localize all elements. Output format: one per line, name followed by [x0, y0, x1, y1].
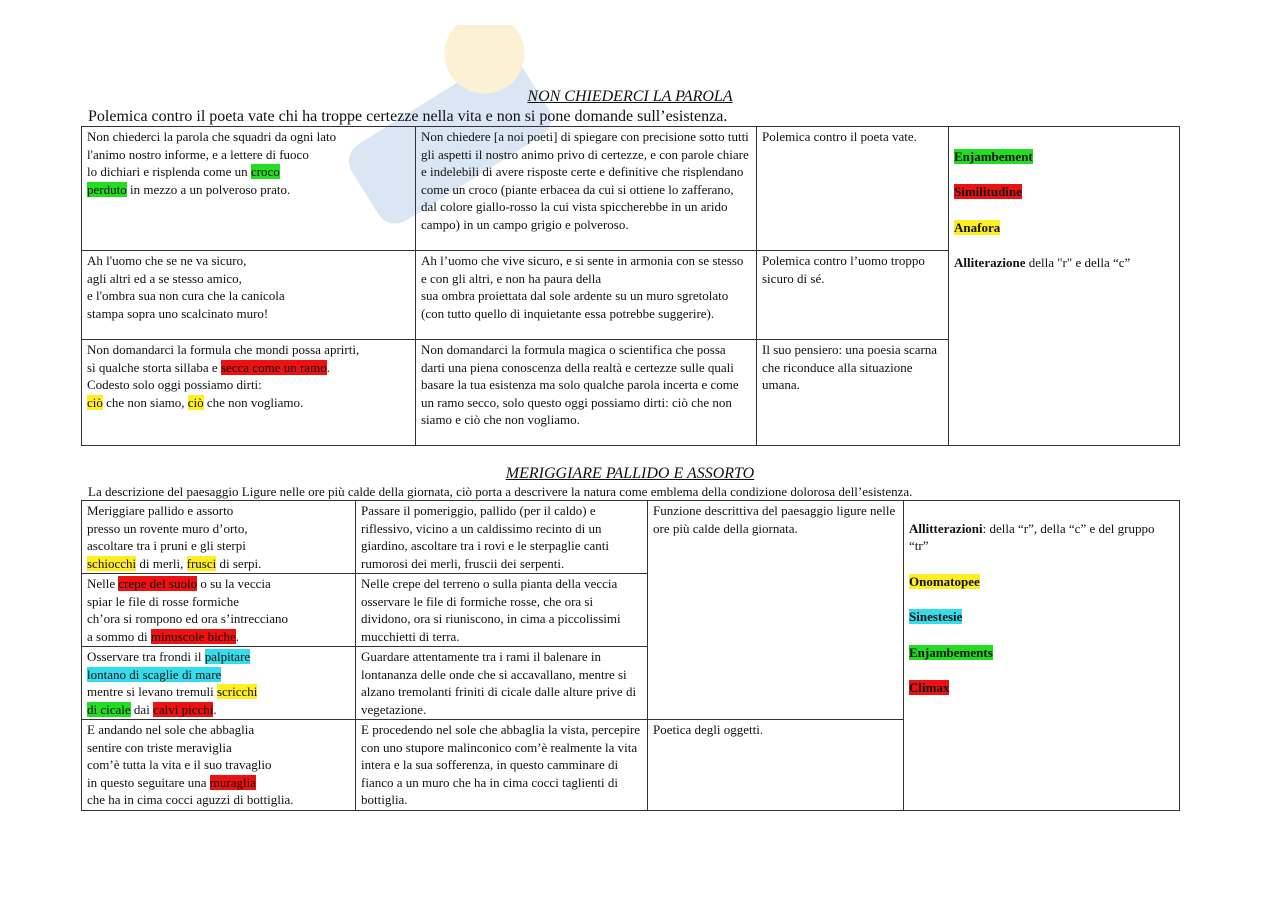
verse-text: Nelle	[87, 576, 119, 591]
figure-item	[954, 148, 1174, 166]
s2-paraphrase-cell-3: Guardare attentamente tra i rami il balenare in lontananza delle onde che si accavallano, mentre si alzano tremolanti friniti di cicale dalle alture prive di vegetazione.	[356, 647, 648, 720]
figure-item	[909, 573, 1174, 591]
s2-paraphrase-cell-4: E procedendo nel sole che abbaglia la vista, percepire con uno stupore malinconico com’è realmente la vita intera e la sua sofferenza, in questo camminare di fianco a un muro che ha in cima cocci taglienti di bottiglia.	[356, 720, 648, 811]
verse-text: che non vogliamo.	[203, 394, 304, 410]
figure-label: Anafora	[954, 219, 1001, 235]
highlighted-phrase: crepe del suolo	[118, 576, 198, 591]
verse-text: Osservare tra frondi il	[87, 649, 205, 664]
verse-text: .	[235, 628, 240, 644]
s2-poem-cell-3	[82, 647, 356, 720]
verse-text: dai	[130, 701, 154, 717]
figure-description: : della “r”, della “c” e del gruppo “tr”	[909, 520, 1155, 553]
verse-text: che non siamo,	[102, 394, 188, 410]
s2-figures-cell	[904, 501, 1180, 811]
figure-item	[909, 679, 1174, 697]
s1-comment-cell-2: Polemica contro l’uomo troppo sicuro di sé.	[757, 251, 949, 340]
s2-poem-cell-1	[82, 501, 356, 574]
s1-paraphrase-cell-1: Non chiedere [a noi poeti] di spiegare con precisione sotto tutti gli aspetti il nostro animo privo di certezze, e con parole chiare e indelebili di avere risposte certe e definitive che risplendano come un croco (piante erbacea da cui si ottiene lo zafferano, dal colore giallo-rosso la cui vista spiccherebbe in un arido campo) in un campo grigio e polveroso.	[416, 127, 757, 251]
verse-text: che ha in cima cocci aguzzi di bottiglia.	[87, 792, 294, 807]
section2-table	[81, 500, 1180, 811]
verse-text: di serpi.	[216, 555, 262, 571]
highlighted-phrase: di cicale	[87, 701, 131, 717]
verse-text: in mezzo a un polveroso prato.	[126, 181, 291, 197]
section1-title: NON CHIEDERCI LA PAROLA	[527, 88, 733, 105]
figure-label: Alliterazione	[954, 255, 1026, 270]
section2-title: MERIGGIARE PALLIDO E ASSORTO	[505, 465, 755, 482]
s1-comment-cell-1: Polemica contro il poeta vate.	[757, 127, 949, 251]
verse-text: .	[213, 701, 217, 717]
verse-text: di merli,	[136, 555, 187, 571]
section2-intro: La descrizione del paesaggio Ligure nelle ore più calde della giornata, ciò porta a descrivere la natura come emblema della condizione dolorosa dell’esistenza.	[88, 484, 913, 499]
figure-item	[909, 608, 1174, 626]
highlighted-phrase: palpitare lontano di scaglie di mare	[87, 649, 251, 682]
verse-text: Ah l'uomo che se ne va sicuro, agli altri ed a se stesso amico, e l'ombra sua non cura che la canicola stampa sopra uno scalcinato muro!	[87, 253, 285, 321]
s2-comment-cell-bottom: Poetica degli oggetti.	[648, 720, 904, 811]
s1-poem-cell-3	[82, 340, 416, 446]
verse-text: Non domandarci la formula che mondi possa aprirti, sì qualche storta sillaba e	[87, 342, 360, 375]
figure-item	[909, 644, 1174, 662]
s2-comment-cell-top: Funzione descrittiva del paesaggio ligure nelle ore più calde della giornata.	[648, 501, 904, 720]
verse-text: o su la veccia spiar le file di rosse formiche ch’ora si rompono ed ora s’intrecciano a sommo di	[87, 576, 289, 644]
figure-item	[909, 520, 1174, 555]
s2-paraphrase-cell-1: Passare il pomeriggio, pallido (per il caldo) e riflessivo, vicino a un caldissimo recinto di un giardino, ascoltare tra i rovi e le sterpaglie canti rumorosi dei merli, fruscii dei serpenti.	[356, 501, 648, 574]
figure-label: Enjambement	[954, 148, 1033, 164]
figure-label: Sinestesie	[909, 609, 963, 624]
highlighted-phrase: ciò	[187, 394, 204, 410]
figure-description: della "r" e della “c”	[1025, 255, 1131, 270]
s1-poem-cell-1	[82, 127, 416, 251]
figure-label: Similitudine	[954, 184, 1022, 199]
verse-text: mentre si levano tremuli	[87, 684, 214, 699]
s1-comment-cell-3: Il suo pensiero: una poesia scarna che riconduce alla situazione umana.	[757, 340, 949, 446]
figure-label: Climax	[909, 680, 950, 695]
figure-item	[954, 183, 1174, 201]
s1-figures-cell	[949, 127, 1180, 446]
highlighted-phrase: muraglia	[209, 774, 256, 790]
verse-text: E andando nel sole che abbaglia sentire con triste meraviglia com’è tutta la vita e il suo travaglio in questo seguitare una	[87, 722, 272, 790]
highlighted-phrase: secca come un ramo	[220, 359, 327, 375]
figure-label: Allitterazioni	[909, 520, 983, 536]
s1-paraphrase-cell-2: Ah l’uomo che vive sicuro, e si sente in armonia con se stesso e con gli altri, e non ha paura della sua ombra proiettata dal sole ardente su un muro sgretolato (con tutto quello di inquietante essa potrebbe suggerire).	[416, 251, 757, 340]
highlighted-phrase: croco perduto	[87, 164, 280, 197]
figure-label: Enjambements	[909, 644, 993, 660]
highlighted-phrase: minuscole biche	[150, 628, 236, 644]
highlighted-phrase: frusci	[186, 555, 217, 571]
s2-paraphrase-cell-2: Nelle crepe del terreno o sulla pianta della veccia osservare le file di formiche rosse, che ora si dividono, ora si riuniscono, in cima a piccolissimi mucchietti di terra.	[356, 574, 648, 647]
verse-text: Meriggiare pallido e assorto presso un rovente muro d’orto, ascoltare tra i pruni e gli sterpi	[87, 503, 248, 553]
s2-poem-cell-4	[82, 720, 356, 811]
verse-text: Non chiederci la parola che squadri da ogni lato l'animo nostro informe, e a lettere di fuoco lo dichiari e risplenda come un	[87, 129, 337, 179]
figure-item	[954, 254, 1174, 272]
section1-subtitle: Polemica contro il poeta vate chi ha troppe certezze nella vita e non si pone domande sull’esistenza.	[88, 108, 728, 125]
figure-item	[954, 219, 1174, 237]
verse-text: . Codesto solo oggi possiamo dirti:	[87, 359, 330, 392]
s1-paraphrase-cell-3: Non domandarci la formula magica o scientifica che possa darti una piena conoscenza della realtà e certezze sulle quali basare la tua esistenza ma solo qualche parola incerta e come un ramo secco, solo questo oggi possiamo dirti: ciò che non siamo e ciò che non vogliamo.	[416, 340, 757, 446]
highlighted-phrase: scricchi	[216, 684, 258, 699]
s1-poem-cell-2	[82, 251, 416, 340]
highlighted-phrase: calvi picchi	[153, 701, 214, 717]
highlighted-phrase: ciò	[87, 394, 103, 410]
highlighted-phrase: schiocchi	[87, 555, 137, 571]
figure-label: Onomatopee	[909, 573, 980, 589]
s2-poem-cell-2	[82, 574, 356, 647]
section1-table	[81, 126, 1180, 446]
